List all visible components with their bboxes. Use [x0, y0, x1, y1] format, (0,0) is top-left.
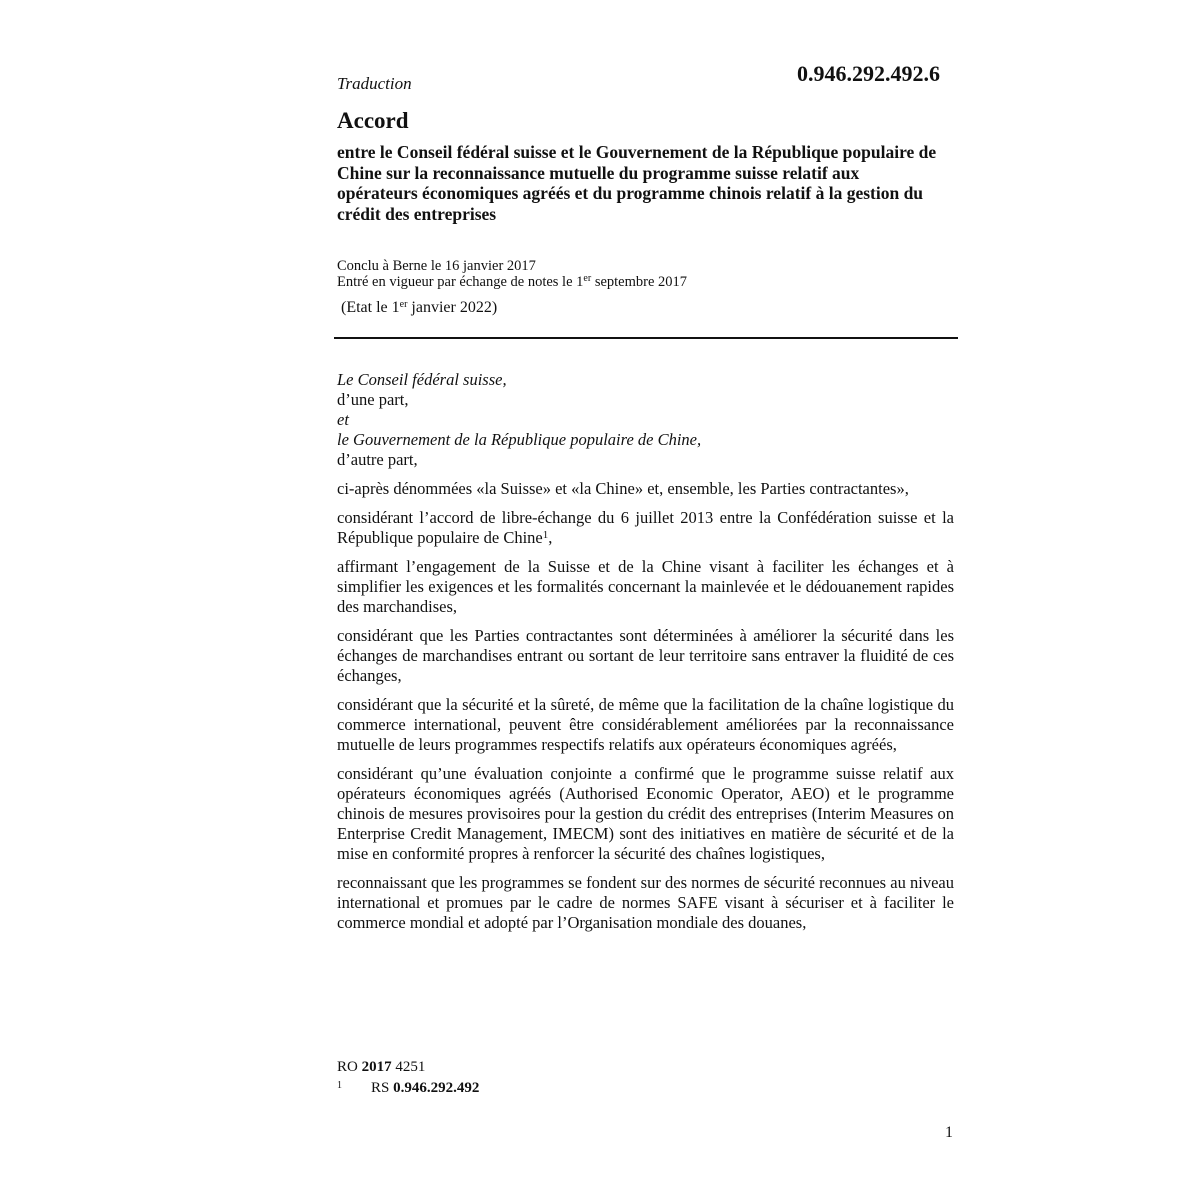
- translation-label: Traduction: [337, 74, 412, 93]
- party-china: le Gouvernement de la République populaire de Chine,: [337, 430, 702, 449]
- document-subtitle: entre le Conseil fédéral suisse et le Gouvernement de la République populaire de Chine sur la reconnaissance mutuelle du programme suisse relatif aux opérateurs économiques agréés et du programme chinois relatif à la gestion du crédit des entreprises: [337, 142, 937, 224]
- paragraph-logistics: considérant que la sécurité et la sûreté, de même que la facilitation de la chaîne logistique du commerce international, peuvent être considérablement améliorées par la reconnaissance mutuelle de leurs programmes respectifs relatifs aux opérateurs économiques agréés,: [337, 695, 954, 754]
- parties-block: [337, 370, 954, 470]
- party-china-part: d’autre part,: [337, 450, 418, 469]
- party-switzerland: Le Conseil fédéral suisse,: [337, 370, 507, 389]
- paragraph-free-trade: considérant l’accord de libre-échange du 6 juillet 2013 entre la Confédération suisse et la République populaire de Chine$^1$,: [337, 508, 954, 547]
- header-divider: [334, 337, 958, 339]
- conclusion-info: [337, 259, 687, 290]
- party-switzerland-part: d’une part,: [337, 390, 409, 409]
- footnote-ref[interactable]: 1: [542, 529, 549, 541]
- sr-number: 0.946.292.492.6: [797, 61, 940, 86]
- state-date: (Etat le 1er janvier 2022): [341, 299, 498, 316]
- preamble-body: [337, 370, 954, 942]
- entry-into-force-line: Entré en vigueur par échange de notes le 1er septembre 2017: [337, 272, 688, 290]
- paragraph-commitment: affirmant l’engagement de la Suisse et de la Chine visant à faciliter les échanges et à simplifier les exigences et les formalités concernant la mainlevée et le dédouanement rapides des marchandises,: [337, 557, 954, 616]
- paragraph-designation: ci-après dénommées «la Suisse» et «la Chine» et, ensemble, les Parties contractantes»,: [337, 479, 909, 498]
- footnote-1: 1 RS 0.946.292.492: [337, 1080, 480, 1096]
- page-number: 1: [945, 1124, 953, 1141]
- conjunction: et: [337, 410, 349, 429]
- ro-reference: RO 2017 4251: [337, 1059, 426, 1075]
- document-title: Accord: [337, 108, 409, 133]
- paragraph-evaluation: considérant qu’une évaluation conjointe a confirmé que le programme suisse relatif aux opérateurs économiques agréés (Authorised Economic Operator, AEO) et le programme chinois de mesures provisoires pour la gestion du crédit des entreprises (Interim Measures on Enterprise Credit Management, IMECM) sont des initiatives en matière de sécurité et de la mise en conformité propres à renforcer la sécurité des chaînes logistiques,: [337, 764, 954, 863]
- paragraph-standards: reconnaissant que les programmes se fondent sur des normes de sécurité reconnues au niveau international et promues par le cadre de normes SAFE visant à sécuriser et à faciliter le commerce mondial et adopté par l’Organisation mondiale des douanes,: [337, 873, 954, 932]
- concluded-line: Conclu à Berne le 16 janvier 2017: [337, 258, 536, 274]
- paragraph-security: considérant que les Parties contractantes sont déterminées à améliorer la sécurité dans les échanges de marchandises entrant ou sortant de leur territoire sans entraver la fluidité de ces échanges,: [337, 626, 954, 685]
